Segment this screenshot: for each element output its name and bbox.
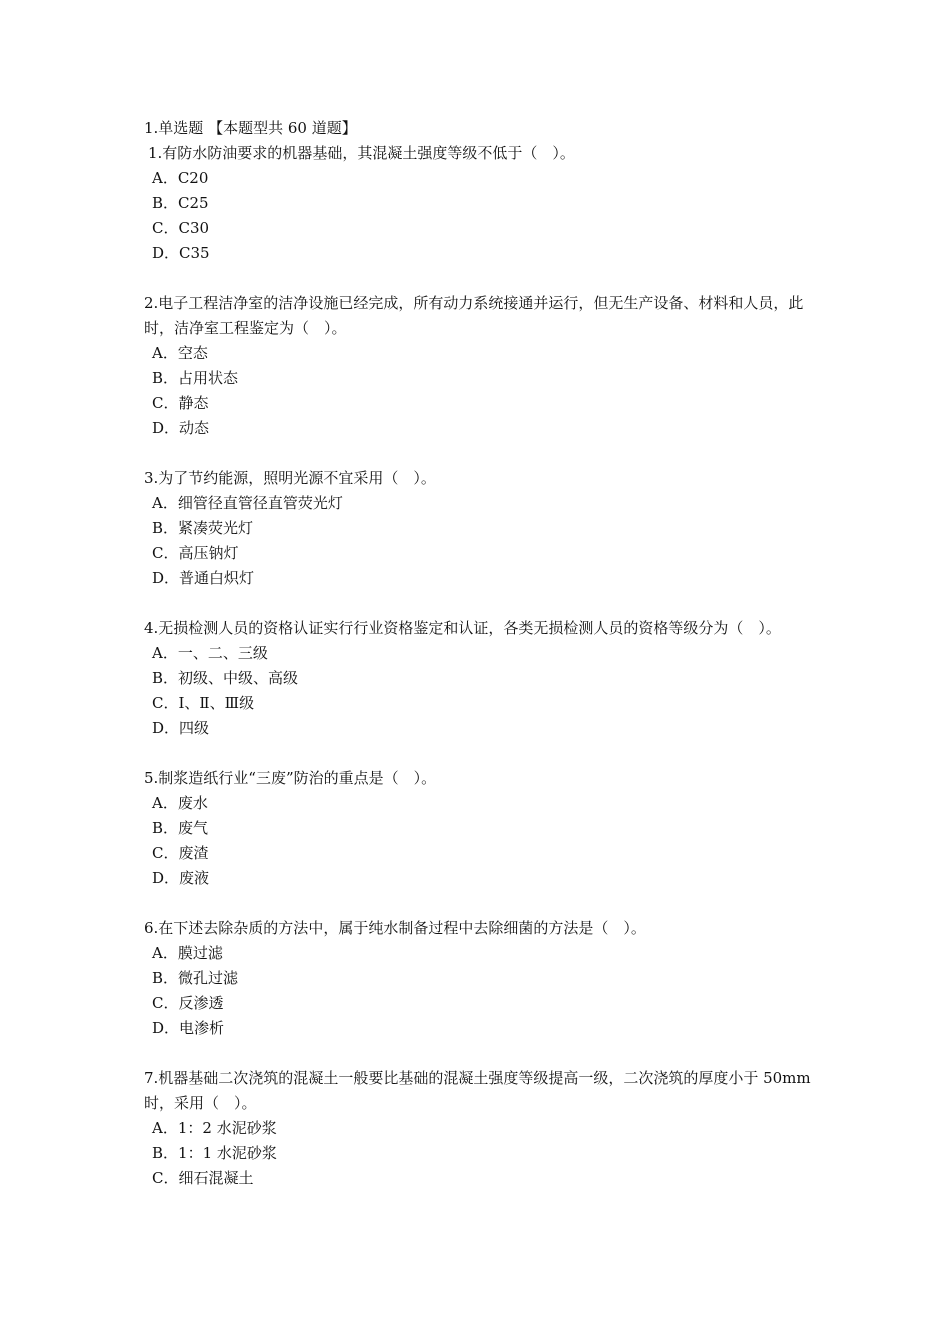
option-c: C．C30 [152,219,210,237]
option-d: D．C35 [152,244,210,262]
section-title: 1.单选题 【本题型共 60 道题】 [144,119,357,137]
question-stem: 6.在下述去除杂质的方法中，属于纯水制备过程中去除细菌的方法是（ ）。 [144,919,646,937]
question-4 [144,616,814,741]
option-c: C．细石混凝土 [152,1169,254,1187]
option-a: A．一、二、三级 [152,644,268,662]
option-a: A．C20 [152,169,209,187]
question-stem: 2.电子工程洁净室的洁净设施已经完成，所有动力系统接通并运行，但无生产设备、材料和人员，此时，洁净室工程鉴定为（ ）。 [144,294,804,337]
option-b: B．紧凑荧光灯 [152,519,254,537]
option-b: B．初级、中级、高级 [152,669,299,687]
option-b: B．微孔过滤 [152,969,239,987]
question-3 [144,466,814,591]
option-c: C．Ⅰ、Ⅱ、Ⅲ级 [152,694,255,712]
option-a: A．空态 [152,344,208,362]
option-b: B．废气 [152,819,209,837]
question-1 [144,141,814,266]
question-stem: 4.无损检测人员的资格认证实行行业资格鉴定和认证，各类无损检测人员的资格等级分为（ ）。 [144,619,781,637]
option-d: D．电渗析 [152,1019,225,1037]
option-d: D．废液 [152,869,210,887]
option-a: A．1：2 水泥砂浆 [152,1119,277,1137]
option-b: B．占用状态 [152,369,239,387]
question-stem: 1.有防水防油要求的机器基础，其混凝土强度等级不低于（ ）。 [148,144,575,162]
question-stem: 7.机器基础二次浇筑的混凝土一般要比基础的混凝土强度等级提高一级，二次浇筑的厚度小于 50mm 时，采用（ ）。 [144,1069,811,1112]
option-a: A．膜过滤 [152,944,223,962]
option-b: B．1：1 水泥砂浆 [152,1144,277,1162]
question-6 [144,916,814,1041]
option-c: C．废渣 [152,844,209,862]
question-2 [144,291,814,441]
exam-page [144,116,814,1216]
option-c: C．静态 [152,394,209,412]
option-d: D．动态 [152,419,210,437]
question-stem: 5.制浆造纸行业“三废”防治的重点是（ ）。 [144,769,437,787]
question-5 [144,766,814,891]
option-a: A．细管径直管径直管荧光灯 [152,494,343,512]
option-d: D．普通白炽灯 [152,569,255,587]
question-stem: 3.为了节约能源，照明光源不宜采用（ ）。 [144,469,436,487]
question-7 [144,1066,814,1191]
option-b: B．C25 [152,194,209,212]
option-c: C．反渗透 [152,994,224,1012]
option-c: C．高压钠灯 [152,544,239,562]
option-d: D．四级 [152,719,210,737]
option-a: A．废水 [152,794,208,812]
